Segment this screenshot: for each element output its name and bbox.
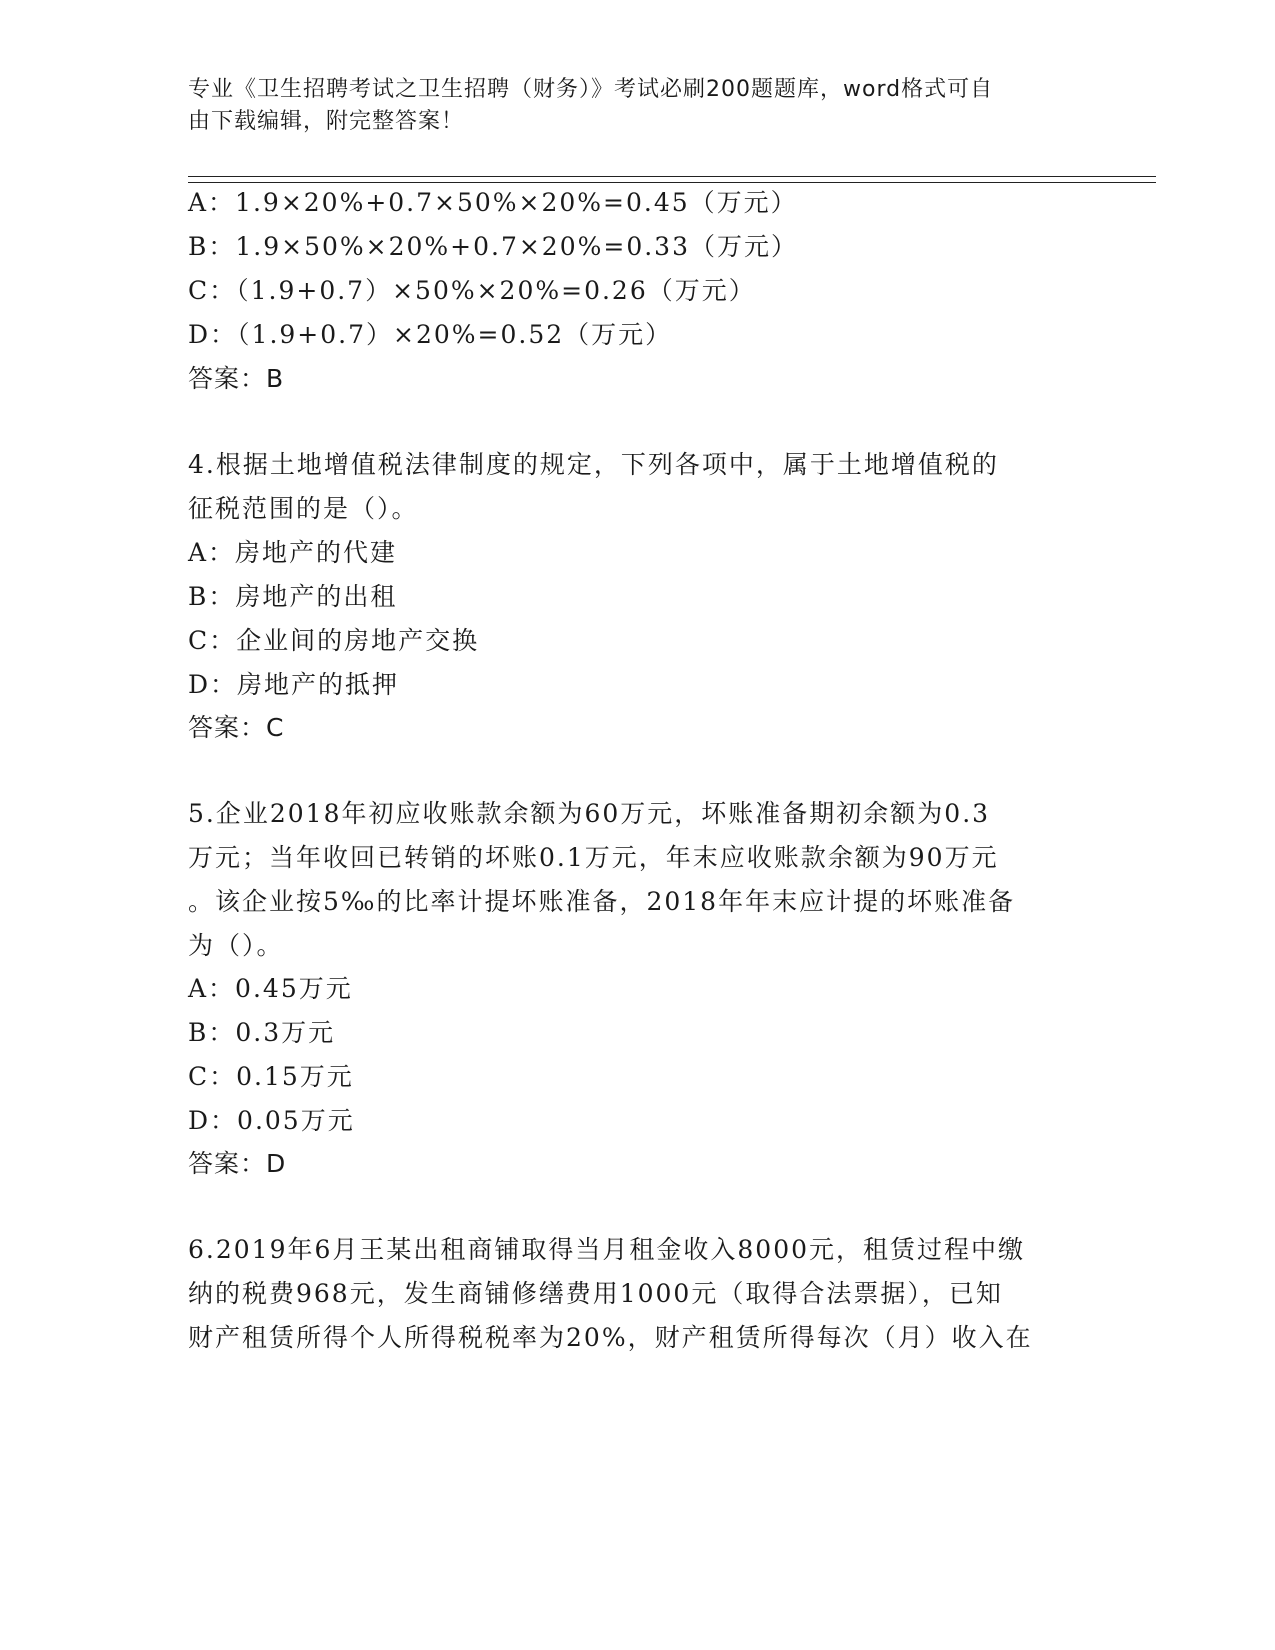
q4-option-b: B：房地产的出租 — [188, 582, 398, 611]
q5-stem-line-4: 为（）。 — [188, 931, 284, 960]
q4-option-a: A：房地产的代建 — [188, 538, 398, 567]
q5-answer: 答案：D — [188, 1149, 287, 1178]
header-rule-top — [188, 176, 1156, 177]
header-line-2: 由下载编辑，附完整答案！ — [188, 109, 465, 134]
q5-stem-line-1: 5.企业2018年初应收账款余额为60万元，坏账准备期初余额为0.3 — [188, 799, 991, 828]
q5-option-b: B：0.3万元 — [188, 1018, 336, 1047]
q6-stem-line-2: 纳的税费968元，发生商铺修缮费用1000元（取得合法票据），已知 — [188, 1279, 1003, 1308]
q4-answer: 答案：C — [188, 713, 285, 742]
q3-option-b: B：1.9×50%×20%+0.7×20%=0.33（万元） — [188, 232, 798, 261]
header-rule-bottom — [188, 182, 1156, 183]
q4-stem-line-2: 征税范围的是（）。 — [188, 494, 419, 523]
q4-option-d: D：房地产的抵押 — [188, 670, 400, 699]
q3-option-d: D：（1.9+0.7）×20%=0.52（万元） — [188, 320, 673, 349]
q3-option-a: A：1.9×20%+0.7×50%×20%=0.45（万元） — [188, 188, 798, 217]
q3-answer: 答案：B — [188, 364, 285, 393]
q4-option-c: C：企业间的房地产交换 — [188, 626, 480, 655]
q4-stem-line-1: 4.根据土地增值税法律制度的规定，下列各项中，属于土地增值税的 — [188, 450, 999, 479]
header-line-1: 专业《卫生招聘考试之卫生招聘（财务）》考试必刷200题题库，word格式可自 — [188, 77, 994, 102]
q3-option-c: C：（1.9+0.7）×50%×20%=0.26（万元） — [188, 276, 756, 305]
q5-option-c: C：0.15万元 — [188, 1062, 354, 1091]
q5-stem-line-3: 。该企业按5‰的比率计提坏账准备，2018年年末应计提的坏账准备 — [188, 887, 1016, 916]
q6-stem-line-1: 6.2019年6月王某出租商铺取得当月租金收入8000元，租赁过程中缴 — [188, 1235, 1026, 1264]
q5-option-d: D：0.05万元 — [188, 1106, 355, 1135]
document-header — [188, 74, 1068, 138]
q5-option-a: A：0.45万元 — [188, 974, 353, 1003]
q6-stem-line-3: 财产租赁所得个人所得税税率为20%，财产租赁所得每次（月）收入在 — [188, 1323, 1033, 1352]
q5-stem-line-2: 万元；当年收回已转销的坏账0.1万元，年末应收账款余额为90万元 — [188, 843, 999, 872]
